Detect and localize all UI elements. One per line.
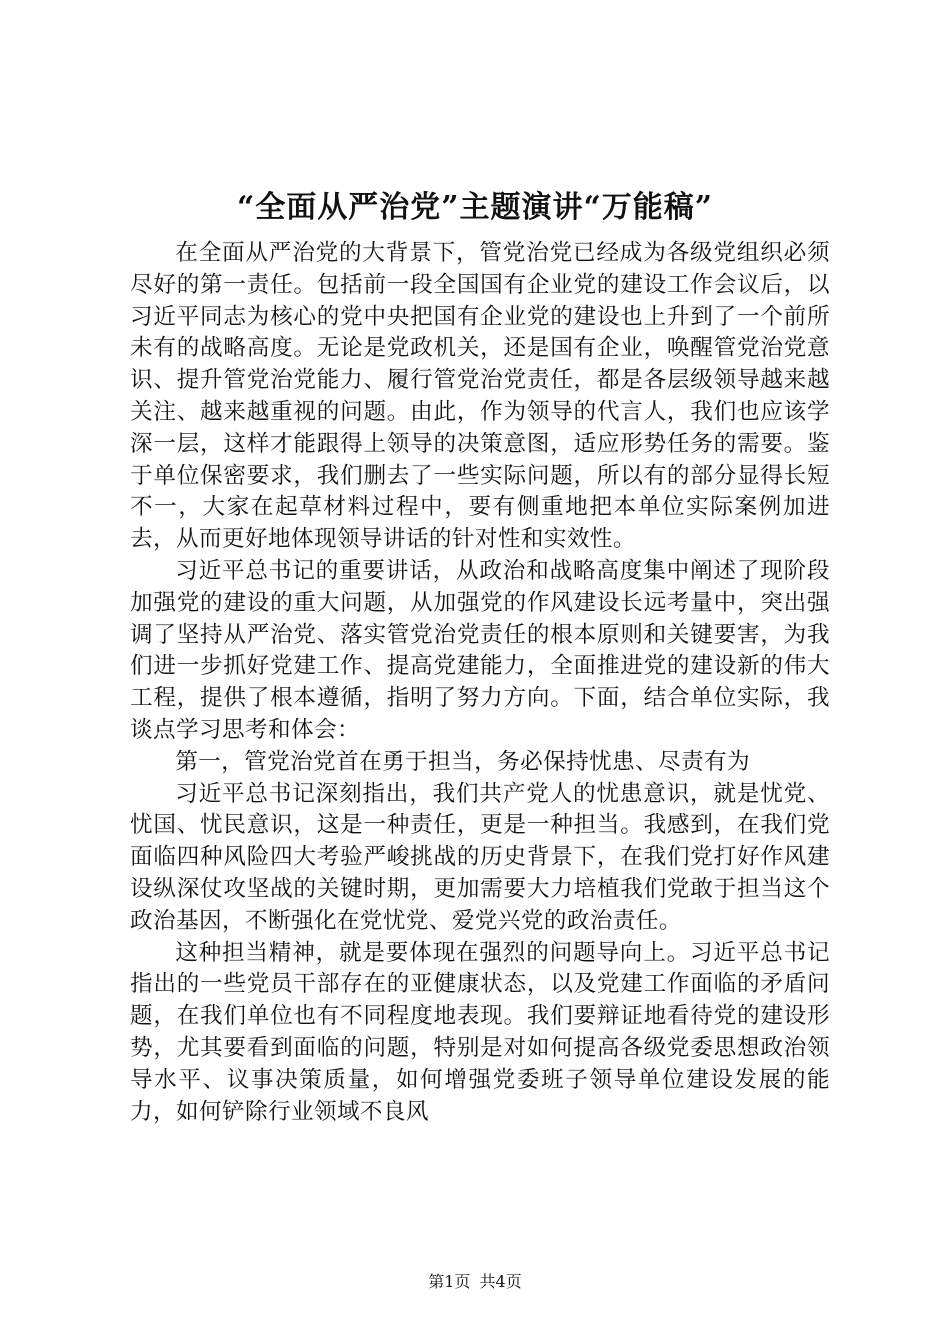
paragraph-1: 在全面从严治党的大背景下，管党治党已经成为各级党组织必须尽好的第一责任。包括前一段全国国有企业党的建设工作会议后，以习近平同志为核心的党中央把国有企业党的建设也上升到了一个前所未有的战略高度。无论是党政机关，还是国有企业，唤醒管党治党意识、提升管党治党能力、履行管党治党责任，都是各层级领导越来越关注、越来越重视的问题。由此，作为领导的代言人，我们也应该学深一层，这样才能跟得上领导的决策意图，适应形势任务的需要。鉴于单位保密要求，我们删去了一些实际问题，所以有的部分显得长短不一，大家在起草材料过程中，要有侧重地把本单位实际案例加进去，从而更好地体现领导讲话的针对性和实效性。 [130, 240, 830, 553]
page-footer [0, 1272, 950, 1292]
document-body [130, 238, 830, 1128]
paragraph-2: 习近平总书记的重要讲话，从政治和战略高度集中阐述了现阶段加强党的建设的重大问题，从加强党的作风建设长远考量中，突出强调了坚持从严治党、落实管党治党责任的根本原则和关键要害，为我们进一步抓好党建工作、提高党建能力，全面推进党的建设新的伟大工程，提供了根本遵循，指明了努力方向。下面，结合单位实际，我谈点学习思考和体会： [130, 557, 830, 743]
section-heading-1: 第一，管党治党首在勇于担当，务必保持忧患、尽责有为 [175, 748, 751, 775]
paragraph-3: 习近平总书记深刻指出，我们共产党人的忧患意识，就是忧党、忧国、忧民意识，这是一种责任，更是一种担当。我感到，在我们党面临四种风险四大考验严峻挑战的历史背景下，在我们党打好作风建设纵深仗攻坚战的关键时期，更加需要大力培植我们党敢于担当这个政治基因，不断强化在党忧党、爱党兴党的政治责任。 [130, 780, 830, 934]
paragraph-4: 这种担当精神，就是要体现在强烈的问题导向上。习近平总书记指出的一些党员干部存在的亚健康状态，以及党建工作面临的矛盾问题，在我们单位也有不同程度地表现。我们要辩证地看待党的建设形势，尤其要看到面临的问题，特别是对如何提高各级党委思想政治领导水平、议事决策质量，如何增强党委班子领导单位建设发展的能力，如何铲除行业领域不良风 [130, 939, 830, 1125]
page-total: 共4页 [479, 1272, 522, 1291]
document-title: “全面从严治党”主题演讲“万能稿” [236, 190, 714, 225]
page-number: 第1页 [428, 1272, 471, 1291]
